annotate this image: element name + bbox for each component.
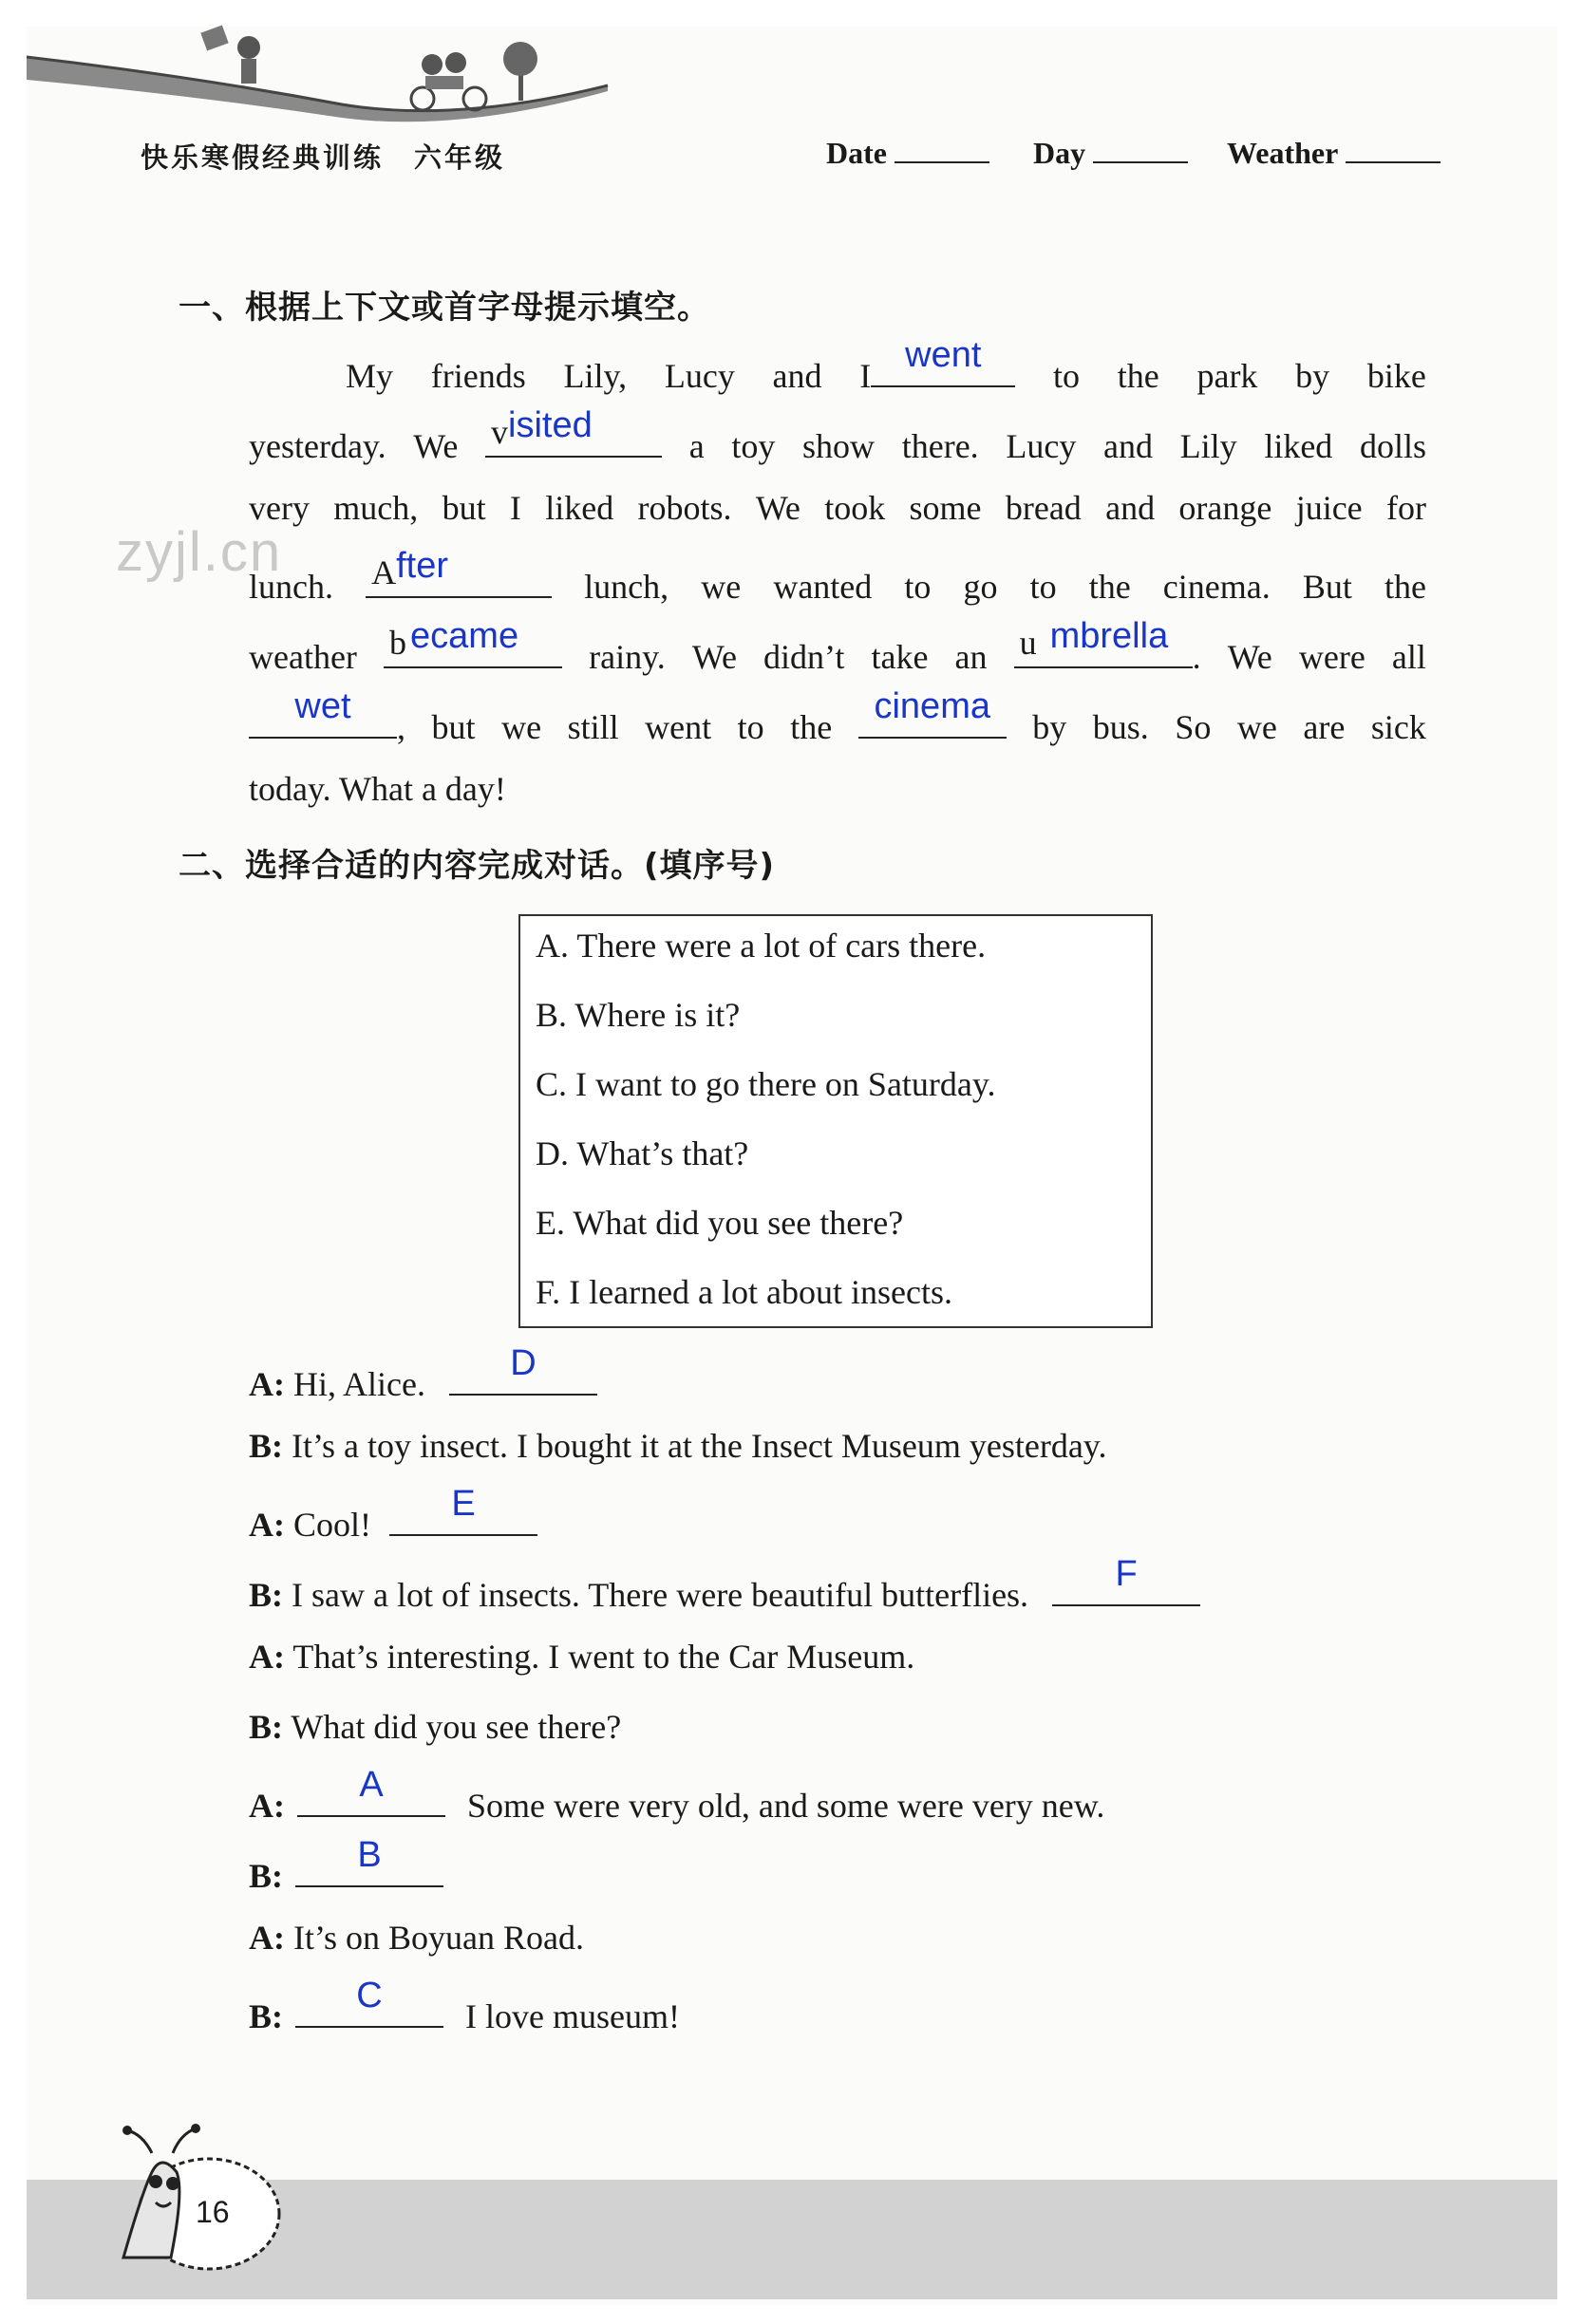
word: for bbox=[1385, 489, 1426, 527]
dialogue-line-9 bbox=[249, 1918, 584, 1958]
word: But bbox=[1302, 568, 1352, 606]
passage-line-1 bbox=[346, 335, 1426, 396]
weather-label: Weather bbox=[1227, 136, 1339, 170]
answer-text: F bbox=[1115, 1554, 1138, 1594]
weather-blank[interactable] bbox=[1346, 135, 1441, 163]
dialogue-line-6 bbox=[249, 1707, 621, 1747]
blank-went-group bbox=[859, 335, 1015, 396]
speaker-label: A: bbox=[249, 1365, 285, 1403]
word: yesterday. bbox=[249, 427, 386, 465]
word: Lucy bbox=[664, 357, 735, 395]
weather-field bbox=[1227, 135, 1441, 171]
hint-letter: u bbox=[1019, 624, 1037, 662]
word: the bbox=[790, 708, 833, 746]
day-field bbox=[1033, 135, 1188, 171]
dialogue-line-1 bbox=[249, 1343, 597, 1404]
answer-visited: isited bbox=[508, 405, 593, 445]
word: rainy. bbox=[589, 638, 666, 676]
word: to bbox=[904, 568, 932, 606]
option-b: B. Where is it? bbox=[536, 996, 741, 1034]
word: We bbox=[413, 427, 459, 465]
answer-umbrella: mbrella bbox=[1049, 616, 1169, 656]
answer-blank-3[interactable] bbox=[1052, 1554, 1200, 1606]
answer-blank-1[interactable] bbox=[449, 1343, 597, 1396]
answer-blank-5[interactable] bbox=[295, 1835, 443, 1887]
dialogue-text: It’s on Boyuan Road. bbox=[293, 1919, 584, 1957]
word: a bbox=[688, 427, 705, 465]
date-blank[interactable] bbox=[895, 135, 989, 163]
word: We bbox=[1227, 638, 1272, 676]
blank-went[interactable] bbox=[871, 335, 1015, 387]
speaker-label: B: bbox=[249, 1708, 283, 1746]
word: we bbox=[501, 708, 542, 746]
hint-letter: A bbox=[371, 553, 397, 591]
speaker-label: B: bbox=[249, 1997, 283, 2035]
answer-text: C bbox=[356, 1976, 383, 2015]
day-label: Day bbox=[1033, 136, 1086, 170]
word: took bbox=[824, 489, 886, 527]
blank-wet-group bbox=[249, 686, 405, 747]
passage-line-7: today. What a day! bbox=[249, 770, 506, 808]
option-e: E. What did you see there? bbox=[536, 1204, 904, 1242]
dialogue-text: What did you see there? bbox=[291, 1708, 622, 1746]
word: So bbox=[1175, 708, 1212, 746]
speaker-label: A: bbox=[249, 1919, 285, 1957]
word: sick bbox=[1370, 708, 1426, 746]
dialogue-line-2 bbox=[249, 1426, 1106, 1466]
word: very bbox=[249, 489, 310, 527]
word: toy bbox=[731, 427, 776, 465]
dialogue-line-8 bbox=[249, 1835, 443, 1896]
word: much, bbox=[333, 489, 419, 527]
word: by bbox=[1295, 357, 1330, 395]
word: all bbox=[1391, 638, 1426, 676]
tree-icon bbox=[503, 42, 537, 101]
header-illustration bbox=[0, 0, 665, 133]
answer-became: ecame bbox=[410, 616, 519, 656]
options-box bbox=[518, 914, 1153, 1328]
answer-blank-2[interactable] bbox=[389, 1484, 537, 1536]
dialogue-line-4 bbox=[249, 1554, 1200, 1615]
blank-umbrella-group bbox=[1014, 616, 1201, 677]
word: and bbox=[1103, 427, 1153, 465]
word: an bbox=[954, 638, 988, 676]
snail-mascot-icon bbox=[85, 2115, 294, 2277]
speaker-label: A: bbox=[249, 1787, 285, 1825]
word: I bbox=[859, 357, 872, 395]
option-d: D. What’s that? bbox=[536, 1134, 749, 1172]
word: Lily, bbox=[563, 357, 628, 395]
speaker-label: B: bbox=[249, 1857, 283, 1895]
dialogue-text: I love museum! bbox=[465, 1997, 680, 2035]
word: . bbox=[1192, 638, 1201, 676]
word: dolls bbox=[1359, 427, 1426, 465]
answer-text: E bbox=[451, 1484, 476, 1524]
word: went bbox=[645, 708, 712, 746]
word: liked bbox=[545, 489, 614, 527]
dialogue-line-5 bbox=[249, 1637, 914, 1677]
answer-blank-4[interactable] bbox=[297, 1765, 445, 1817]
answer-wet: wet bbox=[294, 686, 351, 726]
dialogue-text: I saw a lot of insects. There were beautiful butterflies. bbox=[292, 1576, 1029, 1614]
word: bus. bbox=[1092, 708, 1149, 746]
word: were bbox=[1298, 638, 1365, 676]
answer-text: A bbox=[359, 1765, 384, 1805]
book-title: 快乐寒假经典训练 六年级 bbox=[141, 141, 506, 174]
word: bread bbox=[1005, 489, 1082, 527]
blank-umbrella[interactable] bbox=[1014, 616, 1193, 668]
word: park bbox=[1196, 357, 1258, 395]
watermark: zyjl.cn bbox=[116, 521, 283, 583]
answer-text: B bbox=[357, 1835, 382, 1875]
word: and bbox=[1105, 489, 1156, 527]
word: My bbox=[346, 357, 394, 395]
answer-cinema: cinema bbox=[874, 686, 990, 726]
answer-went: went bbox=[905, 335, 982, 375]
word: take bbox=[871, 638, 929, 676]
word: friends bbox=[430, 357, 526, 395]
passage-line-3 bbox=[249, 488, 1426, 528]
section2-title: 二、选择合适的内容完成对话。(填序号) bbox=[179, 847, 776, 885]
hint-letter: b bbox=[389, 624, 407, 662]
option-a: A. There were a lot of cars there. bbox=[536, 927, 987, 965]
speaker-label: A: bbox=[249, 1506, 285, 1544]
answer-text: D bbox=[510, 1343, 537, 1383]
word: but bbox=[431, 708, 476, 746]
word: didn’t bbox=[763, 638, 845, 676]
word: Lucy bbox=[1006, 427, 1077, 465]
word: juice bbox=[1295, 489, 1363, 527]
word: still bbox=[567, 708, 619, 746]
blank-visited[interactable] bbox=[485, 405, 662, 458]
word: are bbox=[1303, 708, 1346, 746]
blank-wet[interactable] bbox=[249, 686, 397, 739]
word: some bbox=[909, 489, 982, 527]
answer-blank-6[interactable] bbox=[295, 1976, 443, 2028]
word: cinema. bbox=[1162, 568, 1271, 606]
word: bike bbox=[1366, 357, 1426, 395]
speaker-label: B: bbox=[249, 1576, 283, 1614]
dialogue-text: Some were very old, and some were very new. bbox=[467, 1787, 1105, 1825]
answer-after: fter bbox=[396, 546, 448, 586]
word: wanted bbox=[773, 568, 873, 606]
hint-letter: v bbox=[491, 413, 509, 451]
word: there. bbox=[901, 427, 979, 465]
page-number: 16 bbox=[196, 2195, 230, 2229]
word: liked bbox=[1264, 427, 1333, 465]
section1-title: 一、根据上下文或首字母提示填空。 bbox=[179, 289, 710, 327]
word: to bbox=[1029, 568, 1057, 606]
word: We bbox=[755, 489, 800, 527]
blank-became[interactable] bbox=[384, 616, 562, 668]
word: go bbox=[963, 568, 998, 606]
word: we bbox=[701, 568, 742, 606]
word: robots. bbox=[637, 489, 732, 527]
word: to bbox=[737, 708, 764, 746]
dialogue-text: Cool! bbox=[293, 1506, 372, 1544]
blank-after[interactable] bbox=[366, 546, 552, 598]
word: lunch. bbox=[249, 568, 333, 606]
day-blank[interactable] bbox=[1093, 135, 1188, 163]
speaker-label: B: bbox=[249, 1427, 283, 1465]
passage-line-2 bbox=[249, 405, 1426, 466]
option-c: C. I want to go there on Saturday. bbox=[536, 1065, 996, 1103]
word: weather bbox=[249, 638, 357, 676]
date-field bbox=[826, 135, 989, 171]
passage-line-4 bbox=[249, 546, 1426, 607]
dialogue-text: Hi, Alice. bbox=[293, 1365, 425, 1403]
word: to bbox=[1053, 357, 1081, 395]
dialogue-line-7 bbox=[249, 1765, 1105, 1826]
dialogue-line-10 bbox=[249, 1976, 680, 2036]
dialogue-text: It’s a toy insect. I bought it at the Insect Museum yesterday. bbox=[292, 1427, 1107, 1465]
word: the bbox=[1384, 568, 1426, 606]
word: by bbox=[1032, 708, 1067, 746]
passage-line-5 bbox=[249, 616, 1426, 677]
word: We bbox=[691, 638, 737, 676]
dialogue-line-3 bbox=[249, 1484, 537, 1545]
word: the bbox=[1117, 357, 1159, 395]
word: and bbox=[772, 357, 822, 395]
word: we bbox=[1236, 708, 1277, 746]
passage-line-6 bbox=[249, 686, 1426, 747]
word: orange bbox=[1178, 489, 1272, 527]
blank-cinema[interactable] bbox=[858, 686, 1007, 739]
dialogue-text: That’s interesting. I went to the Car Museum. bbox=[292, 1638, 915, 1676]
word: Lily bbox=[1179, 427, 1237, 465]
speaker-label: A: bbox=[249, 1638, 285, 1676]
word: the bbox=[1088, 568, 1131, 606]
word: I bbox=[509, 489, 521, 527]
word: but bbox=[442, 489, 486, 527]
word: lunch, bbox=[584, 568, 669, 606]
date-label: Date bbox=[826, 136, 887, 170]
word: show bbox=[802, 427, 876, 465]
option-f: F. I learned a lot about insects. bbox=[536, 1273, 952, 1311]
word: , bbox=[397, 708, 405, 746]
